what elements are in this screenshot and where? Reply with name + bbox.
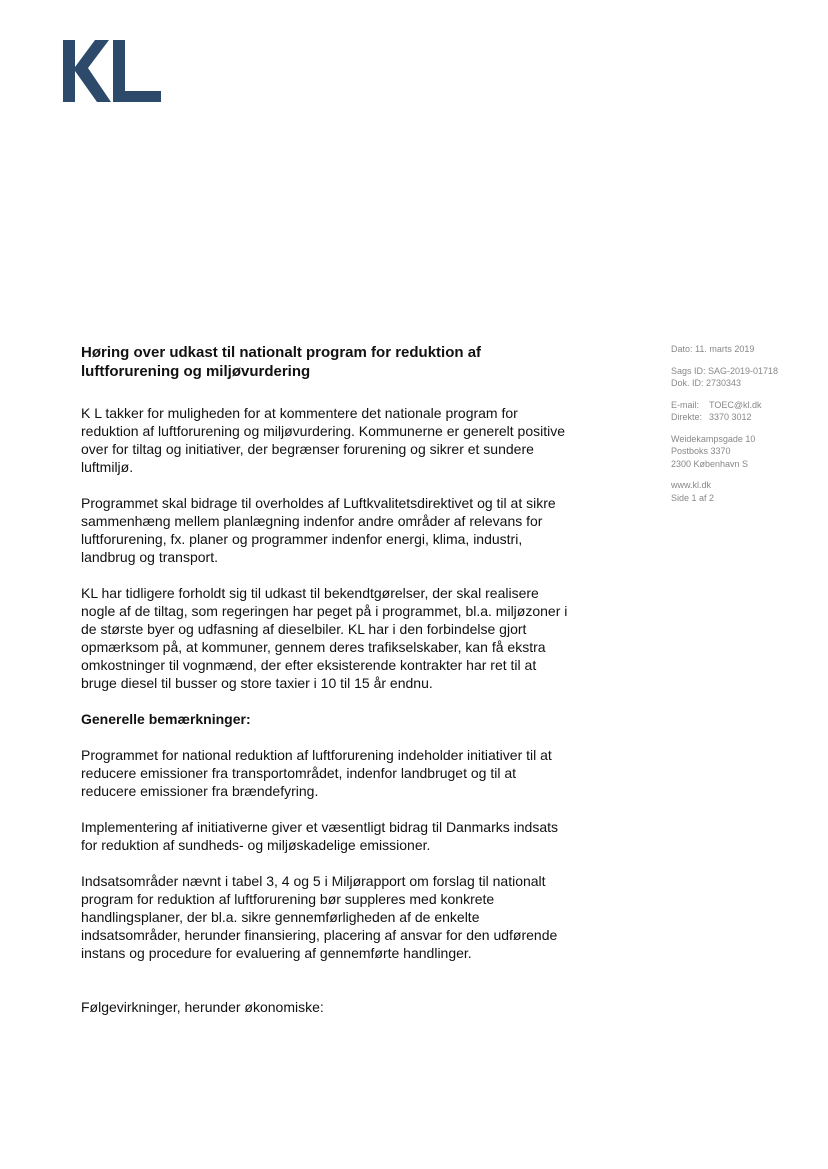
email-link[interactable]: TOEC@kl.dk xyxy=(709,399,762,410)
address-line: Postboks 3370 xyxy=(671,446,731,456)
direct-label: Direkte: xyxy=(671,412,703,422)
date-line: Dato: 11. marts 2019 xyxy=(671,344,755,354)
body-paragraph: K L takker for muligheden for at kommentere det nationale program for reduktion af luftforurening og miljøvurdering. Kommunerne er generelt positive over for tiltag og initiativer, der begrænser forurening og sikrer et sundere luftmiljø. xyxy=(81,405,566,475)
kl-logo xyxy=(63,40,163,102)
body-paragraph: Programmet skal bidrage til overholdes af Luftkvalitetsdirektivet og til at sikre sammenhæng mellem planlægning indenfor andre områder af relevans for luftforurening, fx. planer og programmer indenfor energi, klima, industri, landbrug og transport. xyxy=(81,495,556,565)
website-link[interactable]: www.kl.dk xyxy=(671,480,712,490)
document-body xyxy=(81,404,571,1034)
sags-id-line: Sags ID: SAG-2019-01718 xyxy=(671,365,779,376)
section-paragraph: Programmet for national reduktion af luftforurening indeholder initiativer til at reducere emissioner fra transportområdet, indenfor landbruget og til at reducere emissioner fra brændefyring. xyxy=(81,747,552,799)
dok-id-line: Dok. ID: 2730343 xyxy=(671,378,742,388)
email-row xyxy=(671,399,821,412)
section-paragraph: Implementering af initiativerne giver et væsentligt bidrag til Danmarks indsats for reduktion af sundheds- og miljøskadelige emissioner. xyxy=(81,819,558,853)
address-line: 2300 København S xyxy=(671,458,749,469)
kl-logo-icon xyxy=(63,40,163,102)
section-heading: Generelle bemærkninger: xyxy=(81,711,251,727)
subheading: Følgevirkninger, herunder økonomiske: xyxy=(81,999,324,1015)
logo-letter-l xyxy=(113,40,161,102)
direct-phone-row xyxy=(671,411,821,424)
email-label: E-mail: xyxy=(671,399,700,410)
metadata-sidebar xyxy=(671,343,821,513)
body-paragraph: KL har tidligere forholdt sig til udkast til bekendtgørelser, der skal realisere nogle af de tiltag, som regeringen har peget på i programmet, bl.a. miljøzoner i de største byer og udfasning af dieselbiler. KL har i den forbindelse gjort opmærksom på, at kommuner, gennem deres trafikselskaber, kan få ekstra omkostninger til vognmænd, der efter eksisterende kontrakter har ret til at bruge diesel til busser og store taxier i 10 til 15 år endnu. xyxy=(81,585,568,691)
logo-letter-k xyxy=(63,40,111,102)
page-indicator: Side 1 af 2 xyxy=(671,492,715,503)
document-title: Høring over udkast til nationalt program for reduktion af luftforurening og miljøvurdering xyxy=(81,344,482,380)
section-paragraph: Indsatsområder nævnt i tabel 3, 4 og 5 i Miljørapport om forslag til nationalt program for reduktion af luftforurening bør suppleres med konkrete handlingsplaner, der bl.a. sikre gennemførligheden af de enkelte indsatsområder, herunder finansiering, placering af ansvar for den udførende instans og procedure for evaluering af gennemførte handlinger. xyxy=(81,873,558,961)
direct-phone-value: 3370 3012 xyxy=(709,412,752,422)
address-line: Weidekampsgade 10 xyxy=(671,433,756,444)
